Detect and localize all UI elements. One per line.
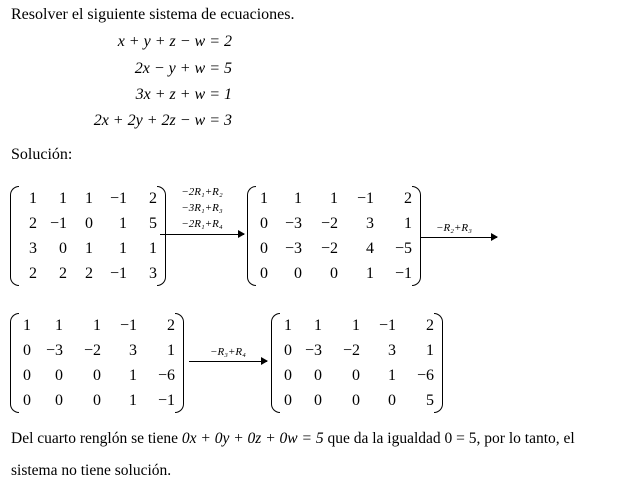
conclusion-equation: 0x + 0y + 0z + 0w = 5 bbox=[181, 430, 324, 447]
right-bracket bbox=[175, 313, 184, 413]
equation-2: 2x − y + w = 5 bbox=[134, 60, 232, 77]
equation-3: 3x + z + w = 1 bbox=[135, 86, 232, 103]
arrow-icon bbox=[189, 361, 267, 362]
left-bracket bbox=[10, 313, 19, 413]
left-bracket bbox=[271, 313, 280, 413]
augmented-matrix-4: 1 1 1 −1 2 0 −3 −2 3 1 0 0 0 1 −6 0 0 0 0 5 bbox=[271, 313, 443, 413]
problem-statement: Resolver el siguiente sistema de ecuaciones. bbox=[11, 6, 295, 23]
arrow-icon bbox=[421, 237, 497, 238]
right-bracket bbox=[157, 186, 166, 286]
conclusion-line-1: Del cuarto renglón se tiene 0x + 0y + 0z + 0w = 5 que da la igualdad 0 = 5, por lo tanto, el bbox=[11, 430, 575, 447]
arrow-icon bbox=[160, 234, 244, 235]
augmented-matrix-3: 1 1 1 −1 2 0 −3 −2 3 1 0 0 0 1 −6 0 0 0 1 −1 bbox=[10, 313, 184, 413]
left-bracket bbox=[10, 186, 19, 286]
contradiction: 0 = 5 bbox=[444, 430, 477, 447]
solution-heading: Solución: bbox=[11, 146, 73, 163]
right-bracket bbox=[434, 313, 443, 413]
right-bracket bbox=[412, 186, 421, 286]
equation-1: x + y + z − w = 2 bbox=[117, 33, 232, 50]
conclusion-line-2: sistema no tiene solución. bbox=[11, 462, 172, 479]
augmented-matrix-1: 1 1 1 −1 2 2 −1 0 1 5 3 0 1 1 1 2 2 2 −1 3 bbox=[10, 186, 166, 286]
left-bracket bbox=[247, 186, 256, 286]
equation-4: 2x + 2y + 2z − w = 3 bbox=[93, 112, 232, 129]
augmented-matrix-2: 1 1 1 −1 2 0 −3 −2 3 1 0 −3 −2 4 −5 0 0 0 1 −1 bbox=[247, 186, 421, 286]
